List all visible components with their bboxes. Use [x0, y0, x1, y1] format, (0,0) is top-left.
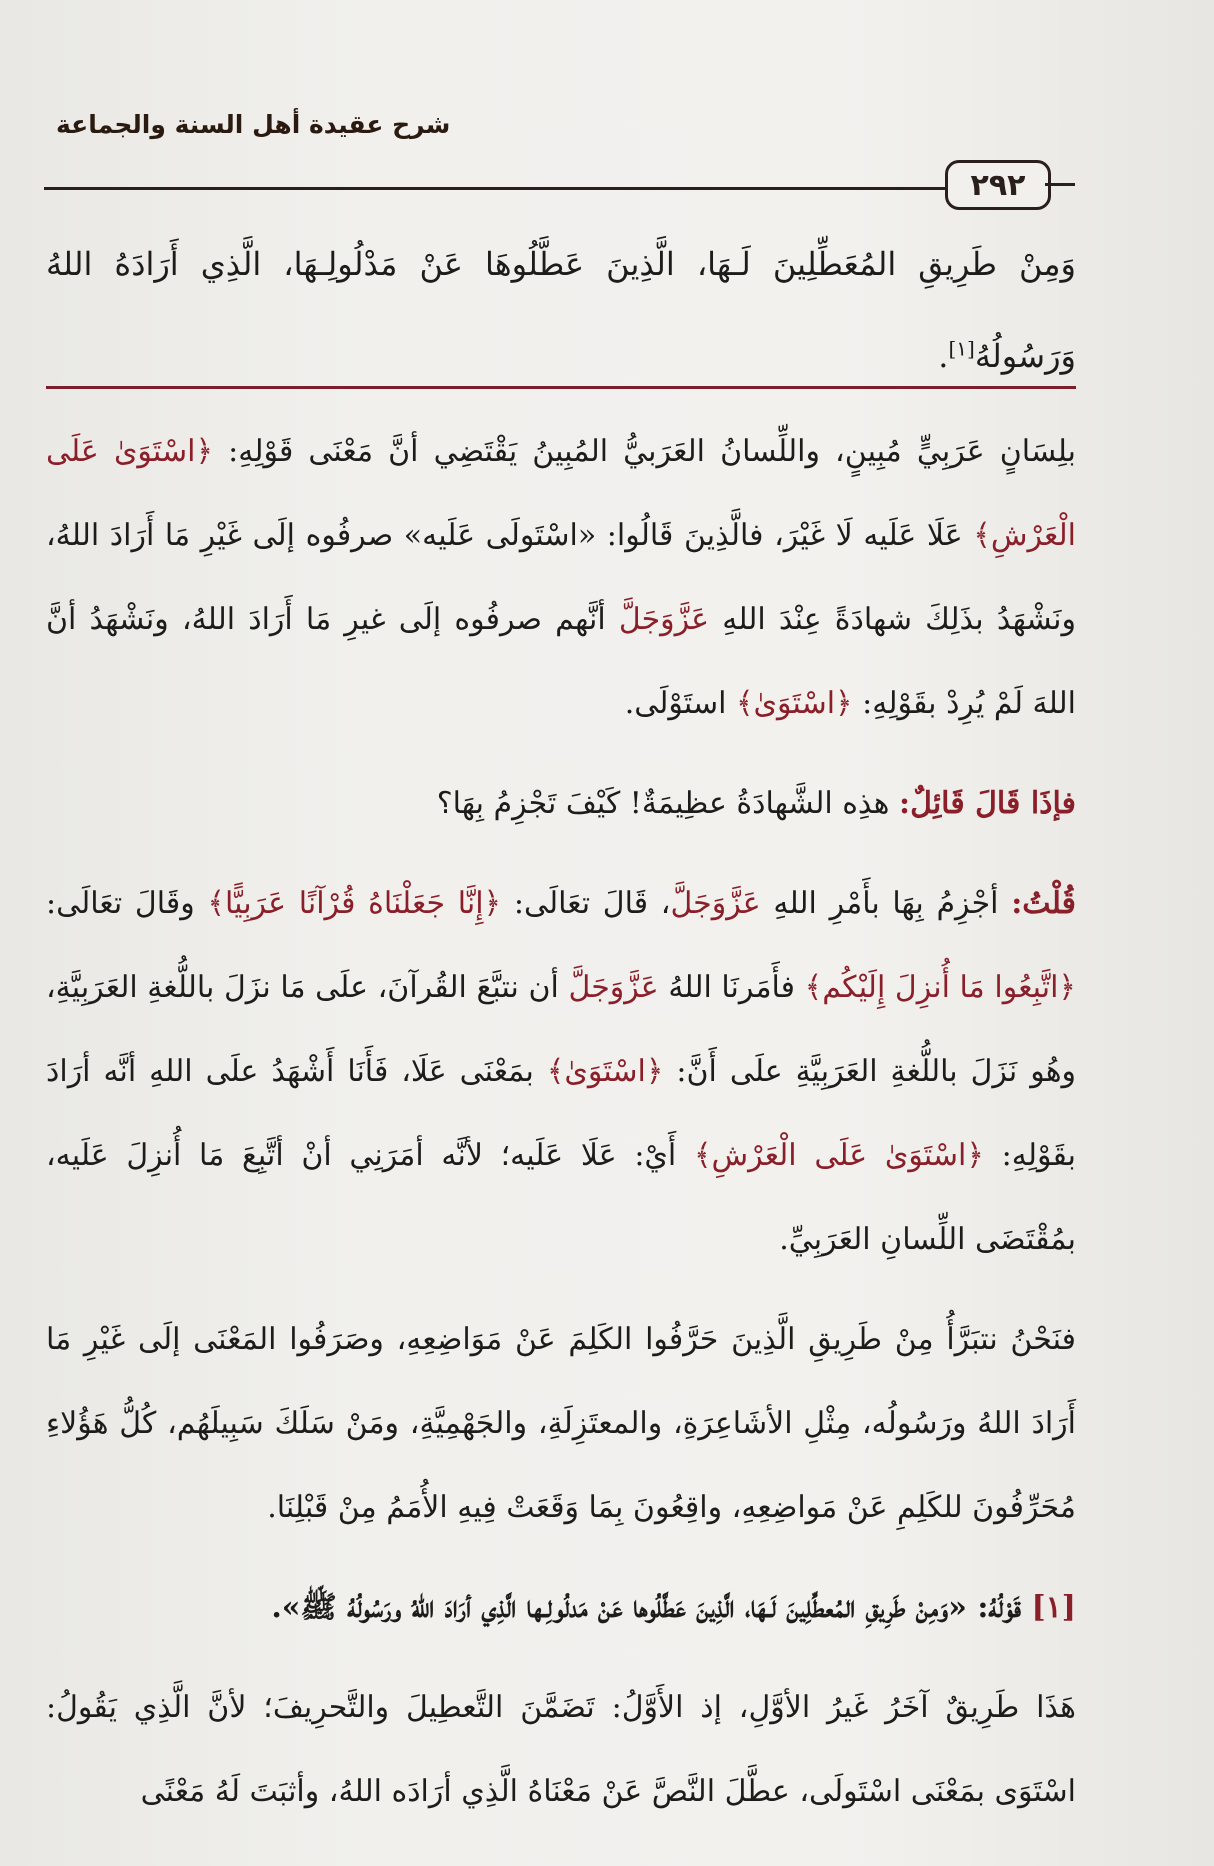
quran-verse: ﴿اسْتَوَىٰ﴾ — [735, 686, 853, 721]
honorific: عَزَّوَجَلَّ — [568, 970, 659, 1005]
text-run: بلِسَانٍ عَرَبِيٍّ مُبِينٍ، واللِّسانُ العَرَبيُّ المُبِينُ يَقْتَضِي أنَّ مَعْنَى قَوْلِهِ: — [213, 434, 1076, 469]
quran-verse: ﴿اسْتَوَىٰ عَلَى الْعَرْشِ﴾ — [693, 1138, 984, 1173]
matn-end: . — [938, 337, 949, 375]
text-run: وقَالَ تعَالَى: — [46, 886, 208, 921]
matn-line-1: وَمِنْ طَرِيقِ المُعَطِّلِينَ لَـهَا، الَّذِينَ عَطَّلُوهَا عَنْ مَدْلُولِـهَا، الَّذِي أَرَادَهُ اللهُ — [46, 245, 1076, 283]
paragraph-2 — [46, 762, 1076, 846]
header-rule-tail — [1045, 183, 1075, 186]
quran-verse: ﴿اتَّبِعُوا مَا أُنزِلَ إِلَيْكُم﴾ — [804, 970, 1076, 1005]
text-run: فأَمَرنَا اللهُ — [658, 970, 805, 1005]
text-run: استَوْلَى. — [624, 686, 736, 721]
text-run: قَوْلُهُ: — [966, 1590, 1032, 1625]
text-run: عَلَا عَلَيه لَا غَيْرَ، فالَّذِينَ قَالُوا: «اسْتَولَى عَلَيه» صرفُوه إلَى غَيْرِ مَا أَرَادَ اللهُ، ونَشْهَدُ بذَلِكَ شهادَةً عِنْدَ اللهِ — [46, 518, 1076, 637]
page-number: ٢٩٢ — [945, 160, 1051, 210]
honorific: عَزَّوَجَلَّ — [670, 886, 761, 921]
paragraph-6: هَذَا طَرِيقٌ آخَرُ غَيرُ الأوَّلِ، إذ الأَوَّلُ: تَضَمَّنَ التَّعطِيلَ والتَّحرِيفَ؛ لأنَّ الَّذِي يَقُولُ: اسْتَوَى بمَعْنَى اسْتَولَى، عطَّلَ النَّصَّ عَنْ مَعْنَاهُ الَّذِي أرَادَه اللهُ، وأثبَتَ لَهُ مَعْنًى — [46, 1690, 1076, 1809]
quran-verse: ﴿اسْتَوَىٰ عَلَى الْعَرْشِ﴾ — [46, 434, 1076, 553]
quoted-matn: «وَمِنْ طَرِيقِ المُعطِّلِينَ لَـهَا، الَّذِينَ عَطَّلُوها عَنْ مَدلُولِـها الَّذِي أرَادَ اللهُ ورَسُولُهُ ﷺ». — [271, 1590, 967, 1625]
matn-text — [46, 218, 1076, 402]
answer-label: قُلْتُ: — [1011, 886, 1076, 921]
text-run: بمَعْنَى عَلَا، فَأَنَا أَشْهَدُ علَى اللهِ أنَّه أرَادَ بقَوْلِهِ: — [46, 1054, 1076, 1173]
text-run: أَيْ: عَلَا عَلَيه؛ لأنَّه أمَرَنِي أنْ أتَّبِعَ مَا أُنزِلَ عَلَيه، بمُقْتَضَى اللِّسانِ العَرَبِيِّ. — [46, 1138, 1076, 1257]
text-run: أجْزِمُ بِهَا بأَمْرِ اللهِ — [760, 886, 1012, 921]
question-label: فإذَا قَالَ قَائِلٌ: — [899, 786, 1076, 821]
paragraph-1 — [46, 410, 1076, 746]
text-run: أنَّهم صرفُوه إلَى غيرِ مَا أَرَادَ اللهُ، ونَشْهَدُ أنَّ اللهَ لَمْ يُرِدْ بقَوْلِهِ: — [46, 602, 1076, 721]
text-run: أن نتبَّعَ القُرآنَ، علَى مَا نزَلَ باللُّغةِ العَرَبِيَّةِ، وهُو نَزَلَ باللُّغةِ العَرَبِيَّةِ علَى أَنَّ: — [46, 970, 1077, 1089]
text-run: ، قَالَ تعَالَى: — [501, 886, 671, 921]
commentary-text — [46, 410, 1076, 1834]
honorific: عَزَّوَجَلَّ — [618, 602, 710, 637]
matn-line-2: وَرَسُولُهُ — [974, 337, 1076, 375]
quran-verse: ﴿إِنَّا جَعَلْنَاهُ قُرْآنًا عَرَبِيًّا﴾ — [207, 886, 502, 921]
quran-verse: ﴿اسْتَوَىٰ﴾ — [546, 1054, 664, 1089]
paragraph-5 — [46, 1566, 1076, 1650]
paragraph-4: فنَحْنُ نتبَرَّأُ مِنْ طَرِيقِ الَّذِينَ حَرَّفُوا الكَلِمَ عَنْ مَوَاضِعِهِ، وصَرَفُوا المَعْنَى إلَى غَيْرِ مَا أَرَادَ اللهُ ورَسُولُه، مِثْلِ الأشَاعِرَةِ، والمعتَزِلَةِ، والجَهْمِيَّةِ، ومَنْ سَلَكَ سَبِيلَهُم، كُلُّ هَؤُلاءِ مُحَرِّفُونَ للكَلِمِ عَنْ مَواضِعِهِ، واقِعُونَ بِمَا وَقَعَتْ فِيهِ الأُمَمُ مِنْ قَبْلِنَا. — [46, 1322, 1076, 1525]
footnote-number: [١] — [1031, 1590, 1076, 1625]
footnote-marker: [١] — [948, 336, 975, 361]
text-run: هذِه الشَّهادَةُ عظِيمَةٌ! كَيْفَ تَجْزِمُ بِهَا؟ — [436, 786, 900, 821]
running-header-title: شرح عقيدة أهل السنة والجماعة — [56, 110, 451, 139]
paragraph-3 — [46, 862, 1076, 1282]
matn-separator-rule — [46, 386, 1076, 389]
header-rule — [44, 187, 1044, 190]
